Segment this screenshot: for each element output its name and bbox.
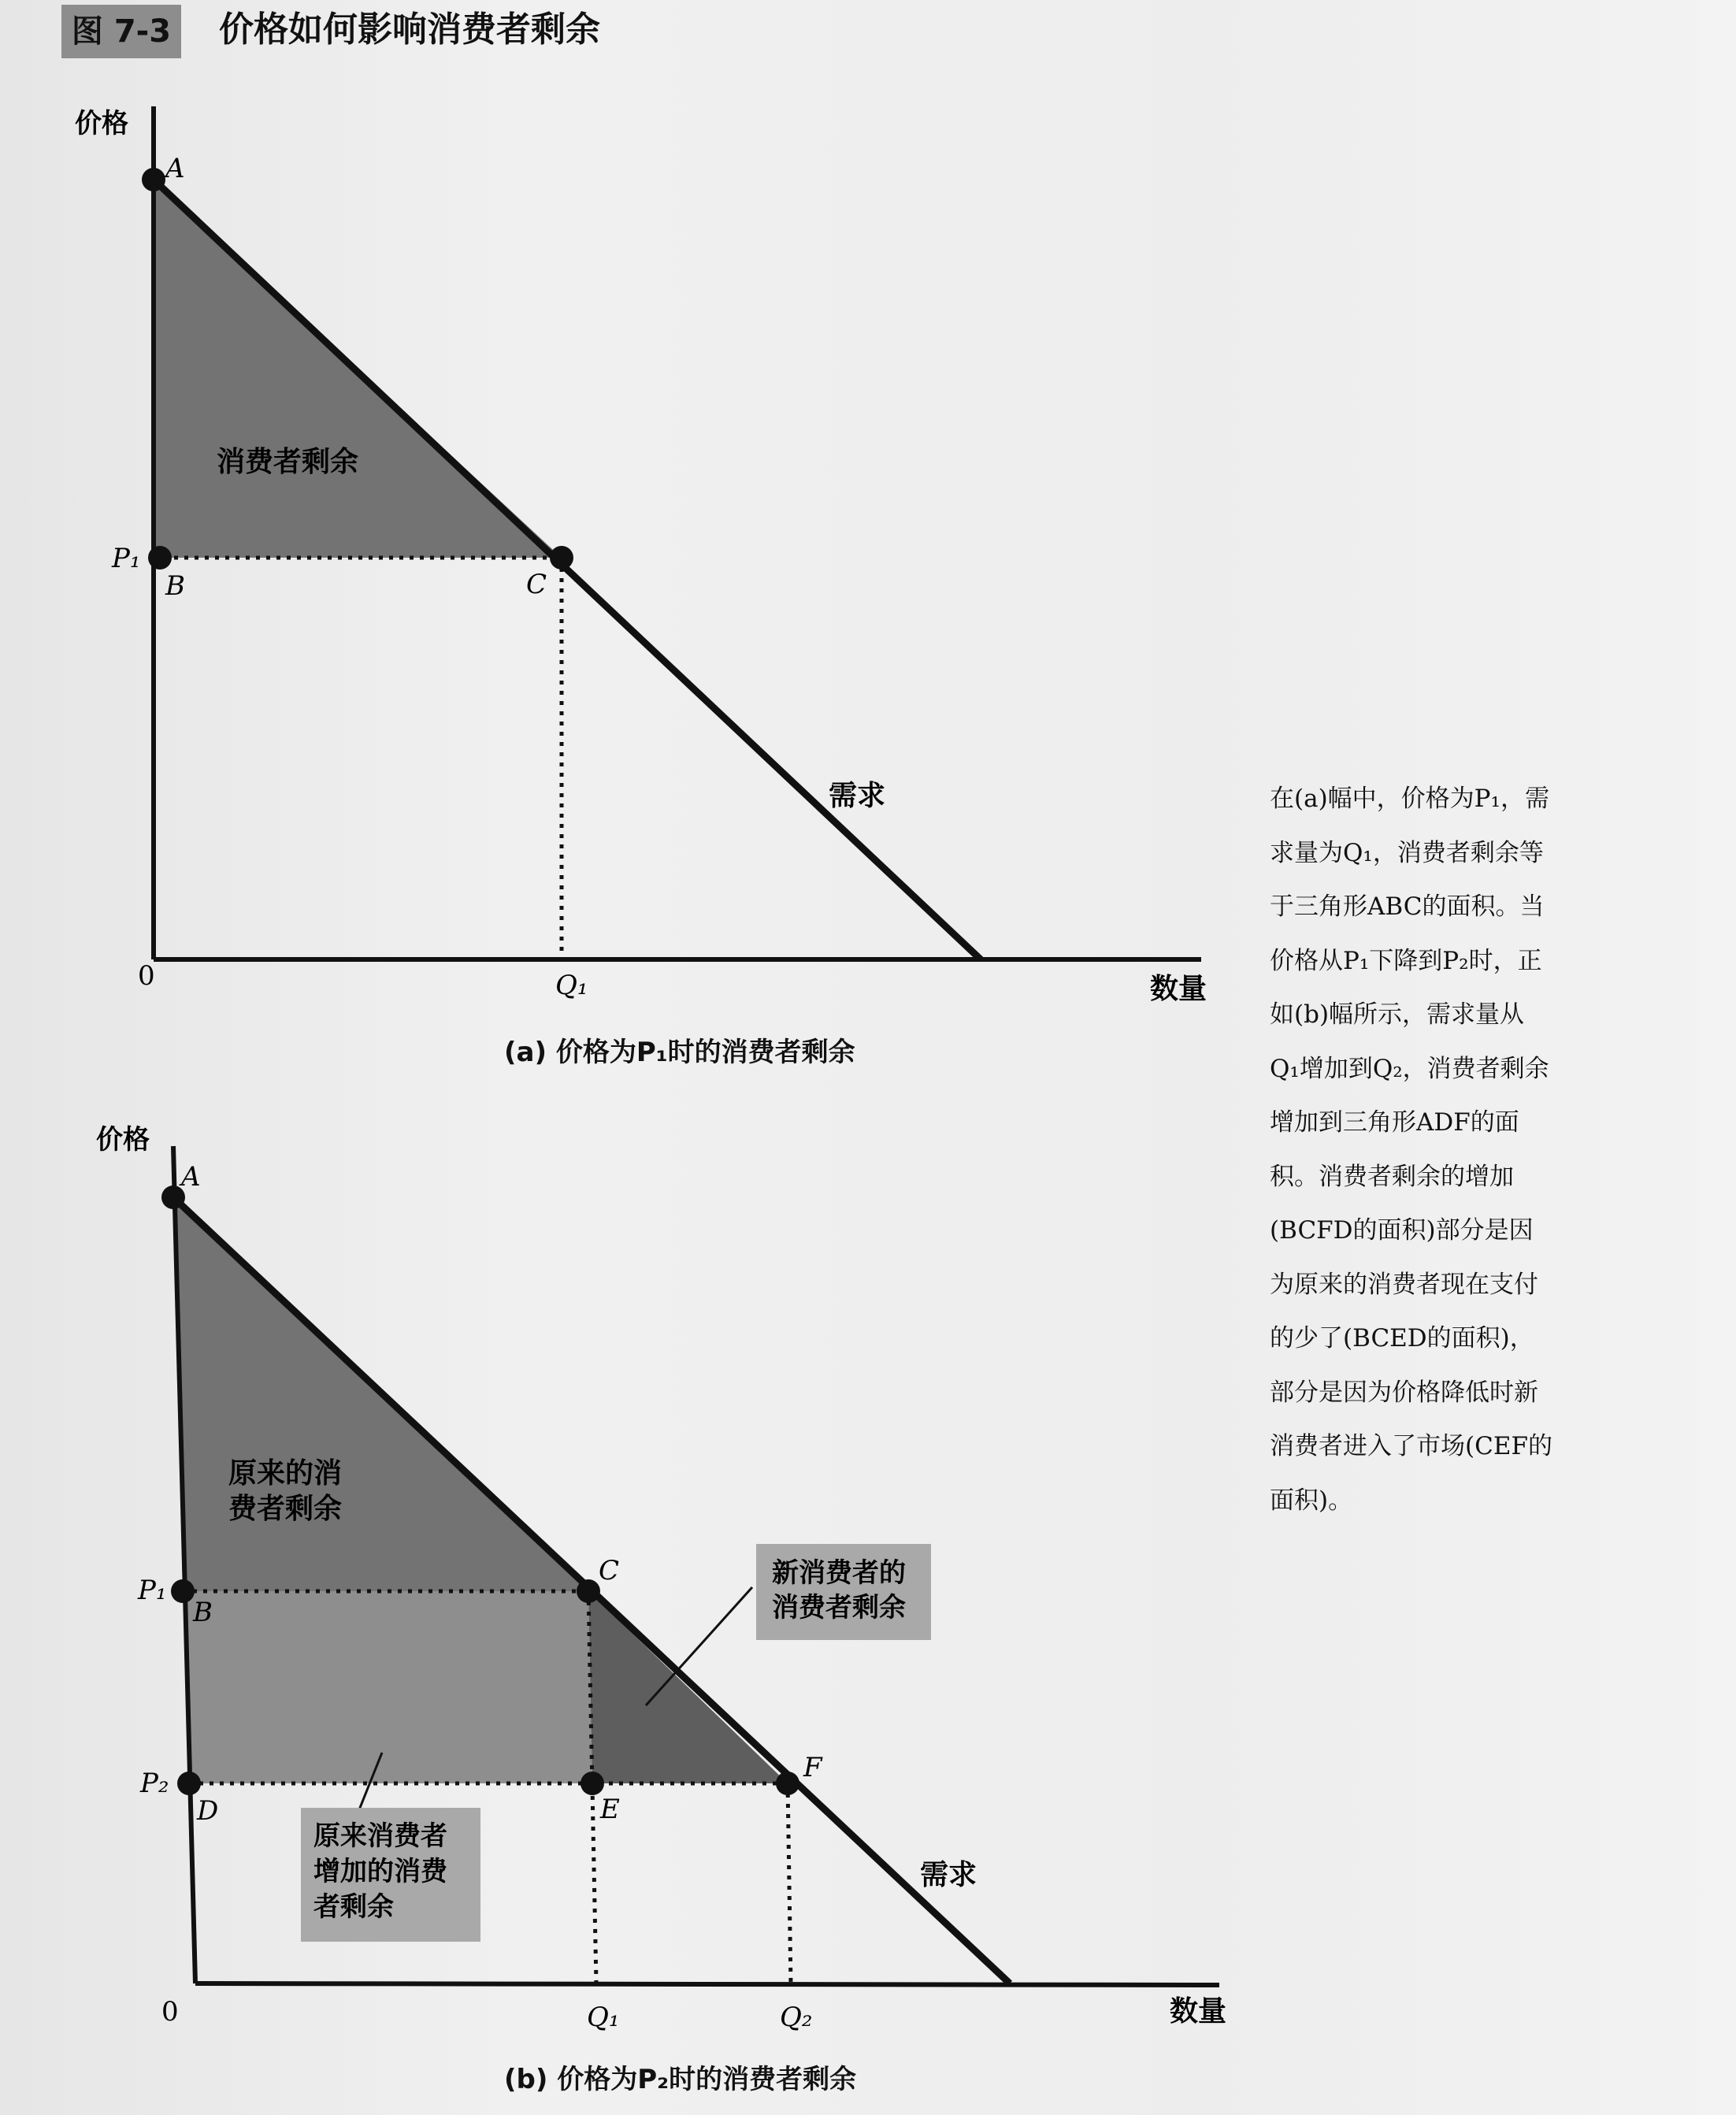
q1-axis-label: Q₁ [587, 2002, 620, 2033]
origin-label: 0 [161, 1996, 179, 2028]
point-b-label: B [165, 570, 185, 602]
point-b-marker [171, 1579, 195, 1603]
panel-a-caption: (a) 价格为P₁时的消费者剩余 [504, 1037, 855, 1068]
demand-curve [154, 180, 981, 959]
origin-label: 0 [138, 960, 155, 992]
point-a-marker [142, 168, 165, 191]
panel-b-chart [0, 1095, 1229, 2115]
demand-label: 需求 [920, 1859, 977, 1891]
original-surplus-label-line1: 原来的消 [228, 1457, 343, 1490]
point-f-marker [776, 1772, 799, 1795]
point-a-label: A [181, 1161, 201, 1193]
p1-label: P₁ [138, 1575, 167, 1606]
point-c-label: C [526, 569, 547, 600]
point-d-label: D [197, 1795, 219, 1827]
point-e-marker [581, 1772, 604, 1795]
q2-axis-label: Q₂ [780, 2002, 813, 2033]
y-axis-label: 价格 [75, 108, 128, 139]
new-consumers-label-line1: 新消费者的 [772, 1557, 906, 1589]
q2-guide-line [788, 1783, 791, 1983]
added-surplus-label-line1: 原来消费者 [313, 1820, 447, 1852]
demand-label: 需求 [829, 780, 886, 812]
figure-label: 图 7-3 [61, 5, 181, 58]
consumer-surplus-label: 消费者剩余 [217, 446, 359, 478]
point-c-marker [577, 1579, 600, 1603]
p1-label: P₁ [112, 543, 141, 574]
x-axis-label: 数量 [1170, 1995, 1227, 2028]
point-f-label: F [803, 1752, 822, 1783]
point-d-marker [177, 1772, 201, 1795]
x-axis [195, 1983, 1219, 1985]
panel-a-chart [0, 0, 1229, 1016]
added-surplus-label-line3: 者剩余 [313, 1891, 394, 1923]
x-axis-label: 数量 [1150, 973, 1207, 1005]
y-axis-label: 价格 [96, 1124, 150, 1156]
figure-title: 价格如何影响消费者剩余 [219, 9, 600, 50]
new-consumers-label-line2: 消费者剩余 [772, 1592, 906, 1623]
point-e-label: E [600, 1794, 620, 1825]
point-a-label: A [165, 153, 185, 184]
figure-side-note: 在(a)幅中，价格为P₁，需求量为Q₁，消费者剩余等于三角形ABC的面积。当价格从P₁下降到P₂时，正如(b)幅所示，需求量从Q₁增加到Q₂，消费者剩余增加到三角形ADF的面积。消费者剩余的增加(BCFD的面积)部分是因为原来的消费者现在支付的少了(BCED的面积)，部分是因为价格降低时新消费者进入了市场(CEF的面积)。 [1270, 785, 1552, 1515]
original-surplus-label-line2: 费者剩余 [228, 1493, 343, 1525]
point-b-marker [148, 546, 172, 570]
panel-b-caption: (b) 价格为P₂时的消费者剩余 [504, 2064, 857, 2095]
point-c-label: C [599, 1555, 620, 1586]
q1-axis-label: Q₁ [555, 970, 588, 1001]
added-surplus-region [183, 1591, 592, 1783]
point-c-marker [550, 546, 573, 570]
point-b-label: B [193, 1597, 213, 1628]
p2-label: P₂ [140, 1768, 169, 1799]
added-surplus-label-line2: 增加的消费 [313, 1856, 447, 1887]
